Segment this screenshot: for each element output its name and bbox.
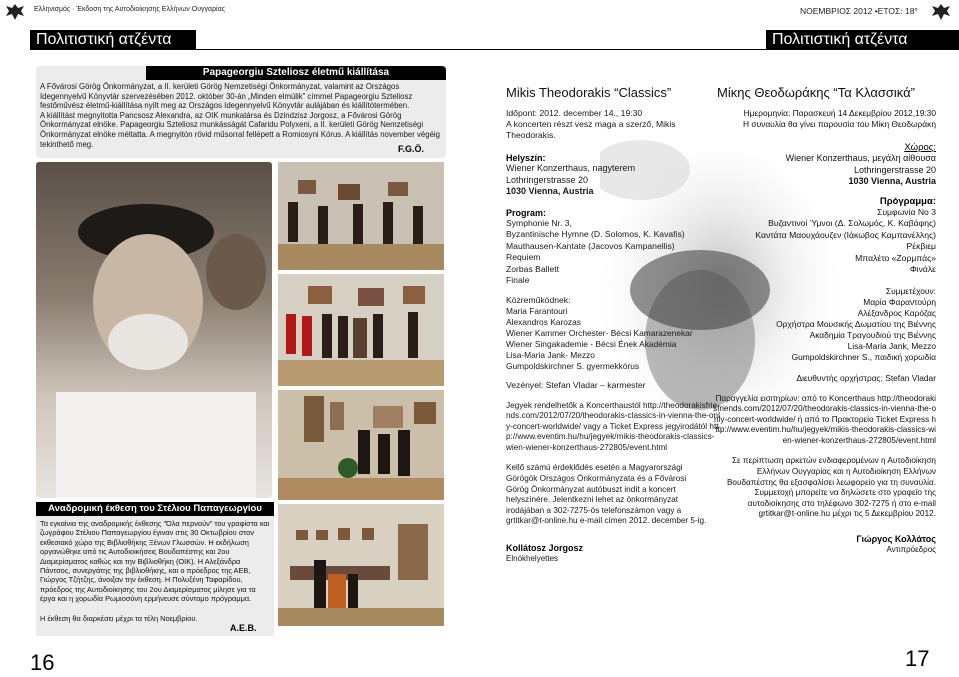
concert-column-hu bbox=[506, 85, 726, 564]
concert-venue-label-gr: Χώρος: bbox=[904, 142, 936, 153]
exhibition-photo-3 bbox=[278, 390, 444, 500]
top-header bbox=[0, 0, 959, 26]
performer-6-gr: Gumpoldskirchner S., παιδική χορωδία bbox=[791, 351, 936, 362]
exhibition-photo-4 bbox=[278, 504, 444, 626]
header-left-title: Ελληνισμός · Έκδοση της Αυτοδιοίκησης Ελλήνων Ουγγαρίας bbox=[34, 6, 226, 13]
concert-presence-gr: Η συναυλία θα γίνει παρουσία του Μίκη Θεοδωράκη bbox=[743, 119, 936, 129]
concert-venue-line-1-gr: Wiener Konzerthaus, μεγάλη αίθουσα bbox=[785, 153, 936, 163]
performer-2-hu: Alexandros Karozas bbox=[506, 316, 581, 327]
program-item-4-gr: Ρέκβιεμ bbox=[906, 241, 936, 251]
concert-venue-line-3-hu: 1030 Vienna, Austria bbox=[506, 186, 594, 196]
performer-5-gr: Lisa-Maria Jank, Mezzo bbox=[847, 340, 936, 351]
tickets-gr: Παραγγελία εισιτηρίων: από το Koncerthaus http://theodorakisfriends.com/2012/07/20/theodorakis-classics-in-vienna-the-only-concert-worldwide/ ή από το Πρακτορείο Ticket Express http://www.eventim.hu/hu/jegyek/mikis-theodorakis-classics-wien-wiener-konzerthaus-272805/event.html bbox=[713, 393, 936, 445]
portrait-photo bbox=[36, 162, 272, 498]
concert-date-hu: Időpont: 2012. december 14., 19:30 bbox=[506, 108, 643, 118]
signature-role-hu: Elnökhelyettes bbox=[506, 554, 559, 564]
greek-exhibition-signature: Α.Ε.Β. bbox=[230, 623, 257, 633]
program-item-3-gr: Καντάτα Μαουχάουζεν (Ιάκωβος Καμπανέλλης) bbox=[755, 229, 936, 240]
page-number-right: 17 bbox=[905, 646, 930, 671]
concert-title-hu: Mikis Theodorakis “Classics” bbox=[506, 85, 672, 100]
exhibition-box-gr bbox=[36, 502, 274, 636]
performer-2-gr: Αλέξανδρος Καρόζας bbox=[857, 307, 936, 318]
performer-3-gr: Ορχήστρα Μουσικής Δωματίου της Βιέννης bbox=[776, 318, 936, 329]
performer-1-hu: Maria Farantouri bbox=[506, 305, 568, 316]
program-item-3-hu: Mauthausen-Kantate (Jacovos Kampanellis) bbox=[506, 240, 675, 251]
concert-presence-hu: A koncerten részt vesz maga a szerző, Mikis Theodorakis. bbox=[506, 119, 676, 140]
eagle-emblem-icon-right bbox=[928, 2, 954, 22]
program-item-6-gr: Φινάλε bbox=[909, 264, 936, 274]
program-item-4-hu: Requiem bbox=[506, 252, 541, 262]
greek-exhibition-end: Η έκθεση θα διαρκέσει μέχρι τα τέλη Νοεμβρίου. bbox=[40, 614, 198, 623]
bus-info-gr: Σε περίπτωση αρκετών ενδιαφερομένων η Αυτοδιοίκηση Ελλήνων Ουγγαρίας και η Αυτοδιοίκηση Ελλήνων Βουδαπέστης θα εξασφαλίσει λεωφορείο για τη συναυλία. Συμμετοχή μπορείτε να δηλώσετε στο γραφείο της αυτοδιοίκησης στο τηλέφωνο 302-7275 ή στο e-mail grtitkar@t-online.hu μέχρι τις 5 Δεκεμβρίου 2012. bbox=[726, 456, 936, 519]
tickets-hu: Jegyek rendelhetők a Koncerthaustól http://theodorakisfriends.com/2012/07/20/theodorakis-classics-in-vienna-the-only-concert-worldwide/ vagy a Ticket Express jegyirodától http://www.eventim.hu/hu/jegyek/mikis-theodorakis-classics-wien-wiener-konzerthaus-272805/event.html bbox=[506, 400, 720, 452]
eagle-emblem-icon-left bbox=[4, 2, 26, 22]
concert-venue-line-2-hu: Lothringerstrasse 20 bbox=[506, 174, 589, 185]
header-right-title: ΝΟΕΜΒΡΙΟΣ 2012 •ΕΤΟΣ: 18° bbox=[800, 6, 918, 16]
concert-date-gr: Ημερομηνία: Παρασκευή 14 Δεκεμβρίου 2012,19:30 bbox=[743, 108, 936, 118]
performer-1-gr: Μαρία Φαραντούρη bbox=[863, 296, 936, 307]
program-item-6-hu: Finale bbox=[506, 275, 530, 285]
greek-exhibition-text: Τα εγκαίνια της αναδρομικής έκθεσης "Όλα περνούν" του γραφίστα και ζωγράφου Στέλιου Παπαγεωργίου έγιναν στις 30 Οκτωβρίου στον εκθεσιακό χώρο της Βιβλιοθήκης Ξένων Γλωσσών. Η εκδήλωση οργανώθηκε από τις Αυτοδιοικήσεις Βουδαπέστης και 2ου Διαμερίσματος καθώς και την Βιβλιοθήκη (OIK). Η Αλεξάνδρα Πάντσος, συνεργάτης της βιβλιοθήκης, και ο πρόεδρος της ΑΕΒ, Γιώργος Τζήτζης, άνοιξαν την έκθεση. Η Πολυξένη Ταφαρίδου, πρόεδρος της Αυτοδιοίκησης του 2ου Διαμερίσματος μίλησε για τα έργα και η χορωδία Ρωμιοσύνη ερμήνευσε σύντομο πρόγραμμα. bbox=[40, 519, 270, 604]
performer-4-gr: Ακαδημία Τραγουδιού της Βιέννης bbox=[809, 329, 936, 340]
concert-program-label-gr: Πρόγραμμα: bbox=[879, 195, 936, 207]
concert-venue-line-2-gr: Lothringerstrasse 20 bbox=[853, 164, 936, 175]
program-item-2-hu: Byzantinische Hymne (D. Solomos, K. Kavafis) bbox=[506, 229, 685, 239]
performers-label-hu: Közreműködnek: bbox=[506, 294, 571, 305]
band-divider bbox=[30, 49, 959, 50]
bus-info-hu: Kellő számú érdeklődés esetén a Magyarországi Görögök Országos Önkormányzata és a Fővárosi Görög Önkormányzat autóbuszt indít a koncert helyszínére. Jelentkezni lehet az önkormányzat irodájában a 302-7275-ös telefonszámon vagy a grtitkar@t-online.hu e-mail címen 2012. december 5-ig. bbox=[506, 463, 707, 526]
page-number-left-box bbox=[0, 640, 30, 677]
conductor-hu: Vezényel: Stefan Vladar – karmester bbox=[506, 379, 646, 390]
program-item-1-hu: Symphonie Nr. 3, bbox=[506, 217, 572, 228]
performer-6-hu: Gumpoldskirchner S. gyermekkórus bbox=[506, 360, 640, 371]
concert-title-gr: Μίκης Θεοδωράκης “Τα Κλασσικά” bbox=[717, 85, 915, 100]
exhibition-photo-1 bbox=[278, 162, 444, 270]
exhibition-signature: F.G.Ö. bbox=[398, 144, 425, 154]
concert-venue-line-1-hu: Wiener Konzerthaus, nagyterem bbox=[506, 163, 636, 173]
exhibition-photo-2 bbox=[278, 274, 444, 386]
signature-name-hu: Kollátosz Jorgosz bbox=[506, 543, 584, 554]
program-item-5-hu: Zorbas Ballett bbox=[506, 263, 560, 274]
concert-column-gr bbox=[712, 85, 936, 555]
program-item-2-gr: Βυζαντινοί Ύμνοι (Δ. Σολωμός, Κ. Καβάφης) bbox=[768, 218, 936, 228]
concert-program-label-hu: Program: bbox=[506, 207, 547, 218]
program-item-1-gr: Συμφωνία Νο 3 bbox=[877, 206, 936, 217]
performer-4-hu: Wiener Singakademie - Bécsi Ének Akadémia bbox=[506, 338, 677, 349]
section-band-left: Πολιτιστική ατζέντα bbox=[30, 30, 196, 50]
exhibition-paragraph-2: A kiállítást megnyitotta Pancsosz Alexandra, az OIK munkatársa és Dzindzisz Jorgosz, a Fővárosi Görög Önkormányzat elnöke. Papageorgiu Szteliosz munkásságát Cafaridu Polyxeni, a II. kerületi Görög Nemzetiségi Önkormányzat elnöke méltatta. A megnyitón rövid műsorral fellépett a Romiosyni Kórus. A kiállítás november végéig tekinthető meg. bbox=[40, 110, 441, 149]
performers-label-gr: Συμμετέχουν: bbox=[885, 285, 936, 296]
greek-exhibition-title: Αναδρομική έκθεση του Στέλιου Παπαγεωργίου bbox=[36, 502, 274, 516]
performer-5-hu: Lisa-Maria Jank- Mezzo bbox=[506, 349, 595, 360]
signature-role-gr: Αντιπρόεδρος bbox=[886, 545, 936, 555]
exhibition-paragraph-1: A Fővárosi Görög Önkormányzat, a II. kerületi Görög Nemzetiségi Önkormányzat, valamint az Országos Idegennyelvű Könyvtár szervezésében 2012. október 30-án „Minden elmúlik” címmel Papageorgiu Szteliosz festőművész életmű-kiállítása nyílt meg az Országos Idegennyelvű Könyvtár aulájában és kiállítótermében. bbox=[40, 82, 413, 111]
section-band-right: Πολιτιστική ατζέντα bbox=[766, 30, 959, 50]
conductor-gr: Διευθυντής ορχήστρας: Stefan Vladar bbox=[796, 372, 936, 383]
concert-venue-line-3-gr: 1030 Vienna, Austria bbox=[848, 176, 936, 186]
concert-venue-label-hu: Helyszín: bbox=[506, 153, 546, 163]
page-number-right-box bbox=[930, 640, 959, 677]
program-item-5-gr: Μπαλέτο «Ζορμπάς» bbox=[855, 252, 936, 263]
signature-name-gr: Γιώργος Κολλάτος bbox=[856, 534, 936, 545]
exhibition-box-title: Papageorgiu Szteliosz életmű kiállítása bbox=[146, 66, 446, 80]
exhibition-box-hu bbox=[36, 66, 446, 158]
performer-3-hu: Wiener Kammer Orchester- Bécsi Kamarazenekar bbox=[506, 327, 693, 338]
page-number-left: 16 bbox=[30, 650, 55, 675]
